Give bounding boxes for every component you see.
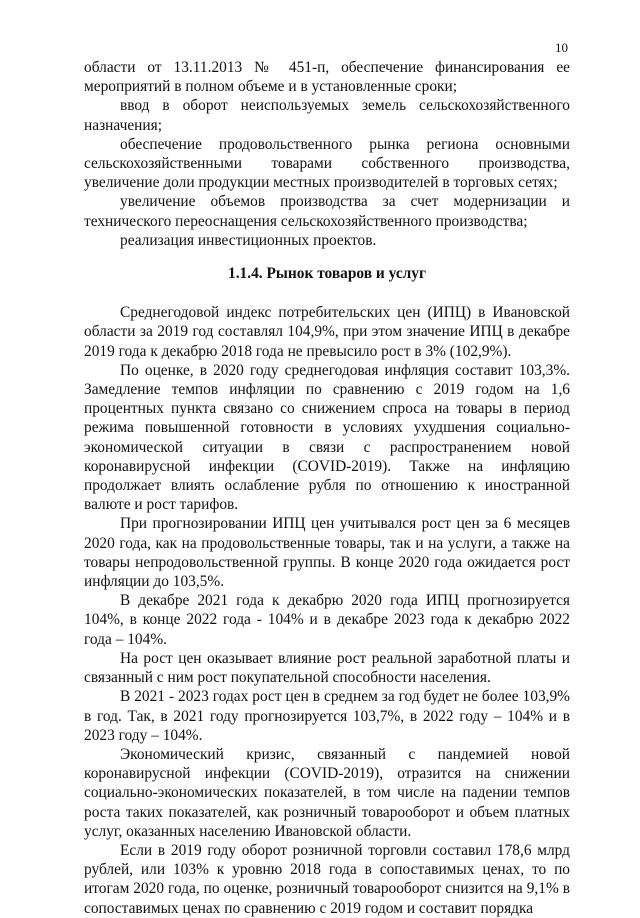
paragraph: В 2021 - 2023 годах рост цен в среднем за год будет не более 103,9% в год. Так, в 2021 году прогнозируется 103,7%, в 2022 году – 104% и в 2023 году – 104%. <box>84 688 570 744</box>
section-heading: 1.1.4. Рынок товаров и услуг <box>228 265 426 283</box>
page-content <box>84 58 570 918</box>
paragraph: увеличение объемов производства за счет модернизации и технического переоснащения сельскохозяйственного производства; <box>84 193 570 230</box>
paragraph: ввод в оборот неиспользуемых земель сельскохозяйственного назначения; <box>84 97 570 134</box>
paragraph: При прогнозировании ИПЦ цен учитывался рост цен за 6 месяцев 2020 года, как на продовольственные товары, так и на услуги, а также на товары непродовольственной группы. В конце 2020 года ожидается рост инфляции до 103,5%. <box>84 515 570 591</box>
paragraph: Экономический кризис, связанный с пандемией новой коронавирусной инфекции (COVID-2019), отразится на снижении социально-экономических показателей, в том числе на падении темпов роста таких показателей, как розничный товарооборот и объем платных услуг, оказанных населению Ивановской области. <box>84 745 570 840</box>
paragraph: Если в 2019 году оборот розничной торговли составил 178,6 млрд рублей, или 103% к уровню 2018 года в сопоставимых ценах, то по итогам 2020 года, по оценке, розничный товарооборот снизится на 9,1% в сопоставимых ценах по сравнению с 2019 годом и составит порядка <box>84 841 570 917</box>
paragraph: обеспечение продовольственного рынка региона основными сельскохозяйственными товарами собственного производства, увеличение доли продукции местных производителей в торговых сетях; <box>84 135 570 192</box>
page-number: 10 <box>555 40 568 55</box>
paragraph: области от 13.11.2013 № 451-п, обеспечение финансирования ее мероприятий в полном объеме и в установленные сроки; <box>84 59 570 96</box>
paragraph: реализация инвестиционных проектов. <box>120 231 377 249</box>
paragraph: Среднегодовой индекс потребительских цен (ИПЦ) в Ивановской области за 2019 год составлял 104,9%, при этом значение ИПЦ в декабре 2019 года к декабрю 2018 года не превысило рост в 3% (102,9%). <box>84 304 570 360</box>
paragraph: В декабре 2021 года к декабрю 2020 года ИПЦ прогнозируется 104%, в конце 2022 года - 104% и в декабре 2023 года к декабрю 2022 года – 104%. <box>84 592 570 648</box>
paragraph: По оценке, в 2020 году среднегодовая инфляция составит 103,3%. Замедление темпов инфляции по сравнению с 2019 годом на 1,6 процентных пункта связано со снижением спроса на товары в период режима повышенной готовности в условиях ухудшения социально-экономической ситуации в связи с распространением новой коронавирусной инфекции (COVID-2019). Также на инфляцию продолжает влиять ослабление рубля по отношению к иностранной валюте и рост тарифов. <box>84 361 570 514</box>
paragraph: На рост цен оказывает влияние рост реальной заработной платы и связанный с ним рост покупательной способности населения. <box>84 649 570 687</box>
